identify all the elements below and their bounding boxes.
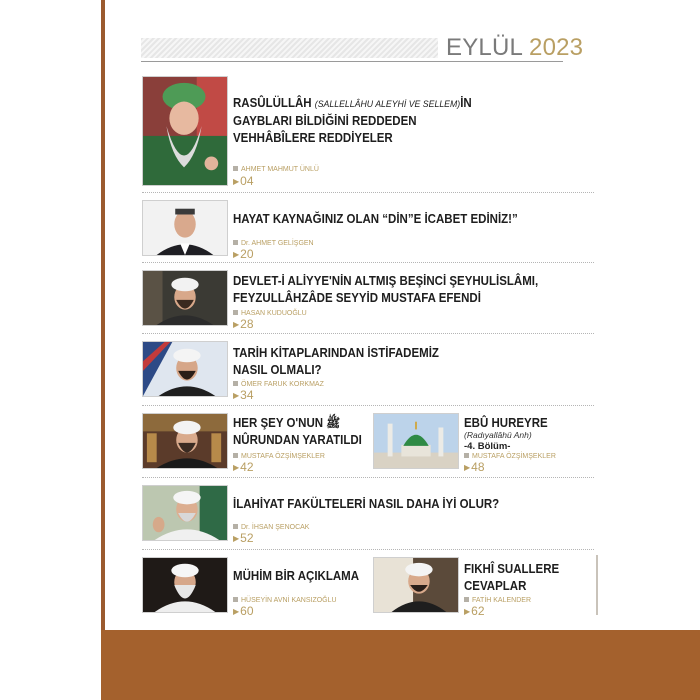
page-marker-icon: ▶ [233,250,240,259]
article-subtitle-6: (Radıyallâhü Anh) [464,430,532,440]
separator [142,549,594,550]
article-photo-4[interactable] [142,341,228,397]
page-marker-icon: ▶ [233,177,240,186]
article-page-9[interactable] [464,604,485,619]
article-title-3-line1: DEVLET-İ ALİYYE'NİN ALTMIŞ BEŞİNCİ ŞEYHULİSLÂMI, [233,274,539,288]
article-photo-8[interactable] [142,557,228,613]
page-marker-icon: ▶ [233,534,240,543]
issue-year: 2023 [529,34,584,61]
separator [142,405,594,406]
article-page-6-number: 48 [471,460,485,474]
article-page-9-number: 62 [471,604,485,618]
article-title-8[interactable]: MÜHİM BİR AÇIKLAMA [233,569,360,583]
article-page-5[interactable] [233,460,254,475]
article-photo-2[interactable] [142,200,228,256]
article-author-1: AHMET MAHMUT ÜNLÜ [233,165,319,174]
article-title-2[interactable]: HAYAT KAYNAĞINIZ OLAN “DİN”E İCABET EDİNİZ!” [233,212,518,226]
article-title-1-suffix: İN [460,96,472,110]
article-author-6: MUSTAFA ÖZŞİMŞEKLER [464,452,556,461]
article-title-9-line2: CEVAPLAR [464,579,527,593]
separator [142,333,594,334]
separator [142,192,594,193]
article-photo-3[interactable] [142,270,228,326]
article-photo-1[interactable] [142,76,228,186]
issue-date [446,34,583,62]
article-title-5[interactable] [233,415,362,449]
article-title-3[interactable] [233,273,538,307]
page-marker-icon: ▶ [233,391,240,400]
article-page-3[interactable] [233,317,254,332]
article-title-5-line2: NÛRUNDAN YARATILDI [233,433,362,447]
article-author-8: HÜSEYİN AVNİ KANSIZOĞLU [233,596,337,605]
article-page-7[interactable] [233,531,254,546]
article-author-5: MUSTAFA ÖZŞİMŞEKLER [233,452,325,461]
article-page-6[interactable] [464,460,485,475]
article-page-4-number: 34 [240,388,254,402]
article-title-6[interactable]: EBÛ HUREYRE [464,416,548,430]
article-title-7[interactable]: İLAHİYAT FAKÜLTELERİ NASIL DAHA İYİ OLUR? [233,497,500,511]
article-title-5-line1: HER ŞEY O'NUN ﷺ [233,416,341,430]
article-author-4: ÖMER FARUK KORKMAZ [233,380,324,389]
divider-rule [596,555,598,615]
article-title-1-line2: GAYBLARI BİLDİĞİNİ REDDEDEN [233,114,417,128]
header-pattern-bar [141,38,438,58]
article-photo-5[interactable] [142,413,228,469]
article-title-1-italic: (SALLELLÂHU ALEYHİ VE SELLEM) [314,99,461,110]
article-title-9-line1: FIKHÎ SUALLERE [464,562,560,576]
magazine-spine [101,0,105,630]
article-title-1-line3: VEHHÂBÎLERE REDDİYELER [233,131,393,145]
article-title-1[interactable] [233,95,472,147]
article-page-2[interactable] [233,247,254,262]
article-author-9: FATİH KALENDER [464,596,531,605]
bottom-band [101,630,700,700]
page-marker-icon: ▶ [464,607,471,616]
article-author-7: Dr. İHSAN ŞENOCAK [233,523,309,532]
article-page-7-number: 52 [240,531,254,545]
article-page-1-number: 04 [240,174,254,188]
article-author-3: HASAN KUDUOĞLU [233,309,307,318]
article-page-2-number: 20 [240,247,254,261]
article-page-3-number: 28 [240,317,254,331]
issue-month: EYLÜL [446,34,523,61]
article-title-9[interactable] [464,561,559,595]
article-title-4[interactable] [233,345,439,379]
article-page-8[interactable] [233,604,254,619]
article-author-2: Dr. AHMET GELİŞGEN [233,239,314,248]
article-page-1[interactable] [233,174,254,189]
article-title-4-line2: NASIL OLMALI? [233,363,322,377]
article-page-4[interactable] [233,388,254,403]
article-photo-7[interactable] [142,485,228,541]
article-part-6: -4. Bölüm- [464,441,511,452]
article-photo-9[interactable] [373,557,459,613]
separator [142,262,594,263]
article-page-8-number: 60 [240,604,254,618]
separator [142,477,594,478]
page-marker-icon: ▶ [233,463,240,472]
article-title-1-main: RASÛLÜLLÂH [233,96,312,110]
page-marker-icon: ▶ [233,607,240,616]
article-title-4-line1: TARİH KİTAPLARINDAN İSTİFADEMİZ [233,346,439,360]
article-page-5-number: 42 [240,460,254,474]
article-title-3-line2: FEYZULLÂHZÂDE SEYYİD MUSTAFA EFENDİ [233,291,481,305]
article-photo-6[interactable] [373,413,459,469]
page-marker-icon: ▶ [233,320,240,329]
page-marker-icon: ▶ [464,463,471,472]
